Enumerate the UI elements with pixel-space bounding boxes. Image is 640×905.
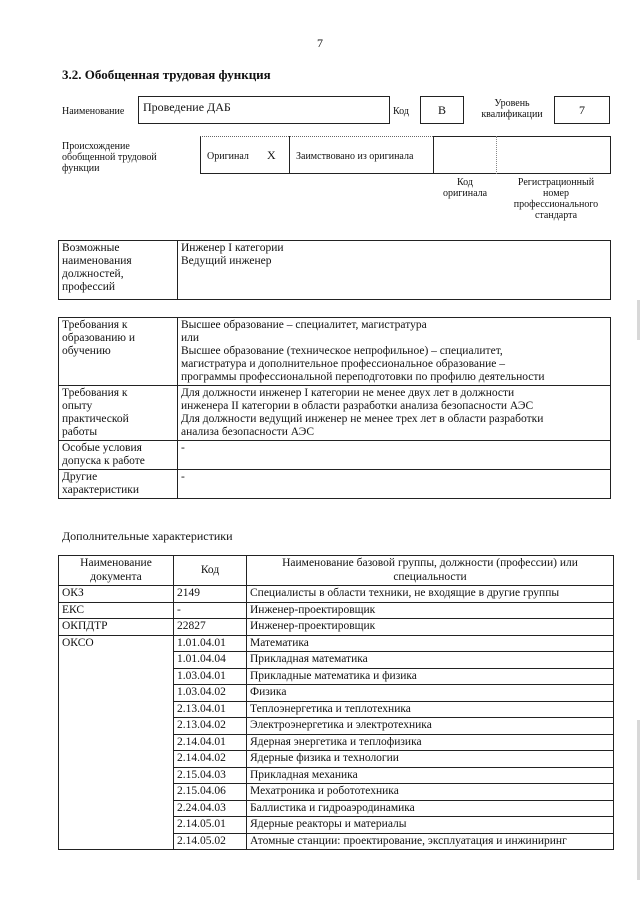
table-row: ЕКС - Инженер-проектировщик <box>59 602 614 619</box>
education-label: Требования к образованию и обучению <box>59 318 178 386</box>
name-value: Проведение ДАБ <box>143 100 231 114</box>
col-header-document: Наименование документа <box>59 556 174 586</box>
additional-title: Дополнительные характеристики <box>62 529 233 543</box>
table-row: 2.14.04.01 Ядерная энергетика и теплофизика <box>59 734 614 751</box>
level-value-box <box>554 96 610 124</box>
experience-value: Для должности инженер I категории не менее двух лет в должности инженера II категории в области разработки анализа безопасности АЭС Для должности ведущий инженер не менее трех лет в области разработки анализа безопасности АЭС <box>178 386 611 441</box>
origin-code-boxes <box>433 136 611 174</box>
reg-number-caption: Регистрационный номер профессионального стандарта <box>513 177 599 221</box>
table-row: ОКЗ 2149 Специалисты в области техники, не входящие в другие группы <box>59 586 614 603</box>
table-row: 2.15.04.06 Мехатроника и робототехника <box>59 784 614 801</box>
positions-table <box>58 240 611 300</box>
section-title: 3.2. Обобщенная трудовая функция <box>62 67 271 82</box>
level-label: Уровень квалификации <box>481 98 543 120</box>
table-row: 2.14.05.01 Ядерные реакторы и материалы <box>59 817 614 834</box>
experience-label: Требования к опыту практической работы <box>59 386 178 441</box>
other-characteristics-label: Другие характеристики <box>59 470 178 499</box>
table-row: 2.13.04.02 Электроэнергетика и электротехника <box>59 718 614 735</box>
name-label: Наименование <box>62 106 125 117</box>
other-characteristics-value: - <box>178 470 611 499</box>
positions-value: Инженер I категории Ведущий инженер <box>178 241 611 300</box>
table-row: 1.03.04.02 Физика <box>59 685 614 702</box>
okso-label: ОКСО <box>59 635 174 850</box>
original-mark: X <box>267 148 276 162</box>
additional-table <box>58 555 614 850</box>
table-row: ОКПДТР 22827 Инженер-проектировщик <box>59 619 614 636</box>
special-conditions-label: Особые условия допуска к работе <box>59 441 178 470</box>
code-original-caption: Код оригинала <box>442 177 488 199</box>
table-row: ОКСО 1.01.04.01 Математика <box>59 635 614 652</box>
table-row: 1.01.04.04 Прикладная математика <box>59 652 614 669</box>
education-value: Высшее образование – специалитет, магистратура или Высшее образование (техническое непрофильное) – специалитет, магистратура и дополнительное профессиональное образование – программы профессиональной переподготовки по профилю деятельности <box>178 318 611 386</box>
origin-table <box>200 136 611 174</box>
table-row: 2.15.04.03 Прикладная механика <box>59 767 614 784</box>
table-row: 1.03.04.01 Прикладные математика и физика <box>59 668 614 685</box>
name-value-box <box>138 96 390 124</box>
additional-header-row <box>59 556 614 586</box>
page-number: 7 <box>317 36 323 50</box>
origin-label: Происхождение обобщенной трудовой функции <box>62 141 157 174</box>
col-header-name: Наименование базовой группы, должности (профессии) или специальности <box>247 556 614 586</box>
table-row: 2.13.04.01 Теплоэнергетика и теплотехника <box>59 701 614 718</box>
original-label: Оригинал <box>207 151 249 162</box>
level-value: 7 <box>579 103 585 117</box>
table-row: 2.24.04.03 Баллистика и гидроаэродинамика <box>59 800 614 817</box>
table-row: 2.14.05.02 Атомные станции: проектирование, эксплуатация и инжиниринг <box>59 833 614 850</box>
special-conditions-value: - <box>178 441 611 470</box>
borrowed-label: Заимствовано из оригинала <box>296 151 414 162</box>
code-label: Код <box>393 106 409 117</box>
code-value: B <box>437 103 446 117</box>
positions-label: Возможные наименования должностей, профессий <box>59 241 178 300</box>
col-header-code: Код <box>174 556 247 586</box>
code-value-box <box>420 96 464 124</box>
requirements-table <box>58 317 611 499</box>
table-row: 2.14.04.02 Ядерные физика и технологии <box>59 751 614 768</box>
